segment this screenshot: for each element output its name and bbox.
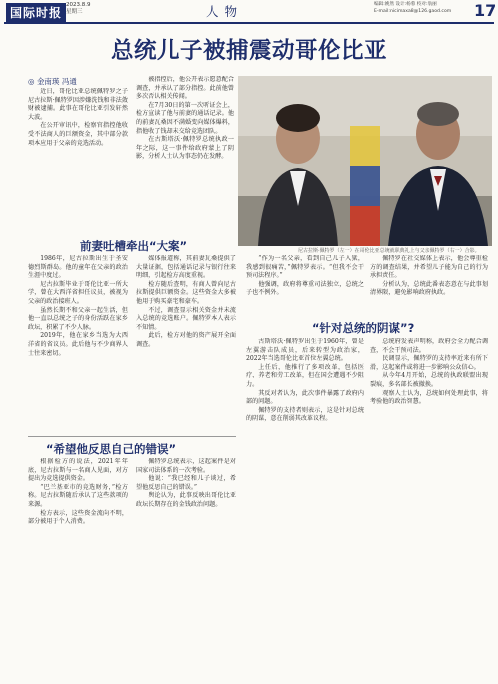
editor-credits: 编辑:姚然 设计:杨蓉 校对:翁丽 E-mail:nicimaxa8@126.gaod.com [374, 2, 452, 14]
paragraph: 根据检方的说法，2021年年底，尼古拉斯与一名商人见面，对方提出为竞选提供资金。 [28, 458, 128, 483]
paragraph: 检方表示，这些资金流向不明，部分被用于个人消费。 [28, 509, 128, 526]
paragraph: 检方随后查明，有商人曾向尼古拉斯提供巨额资金。这些资金大多被他用于购买豪宅和豪车。 [136, 280, 236, 305]
paragraph: 古斯塔沃·佩特罗出生于1960年，曾是左翼游击队成员，后来转型为政治家，2022年当选哥伦比亚首位左翼总统。 [246, 338, 364, 363]
paragraph: 此后，检方对他的资产展开全面调查。 [136, 332, 236, 348]
paragraph: 分析认为，总统此番表态意在与此事划清界限，避免影响政府执政。 [370, 280, 488, 297]
byline: ◎ 金南瑛 冯通 [28, 77, 77, 86]
paragraph: 1986年，尼古拉斯出生于圣安德烈斯群岛。他的童年在父亲的政治生涯中度过。 [28, 255, 128, 280]
section-divider [28, 436, 236, 437]
article-column-b [136, 76, 234, 226]
article-column-g [28, 458, 128, 680]
paragraph: 民调显示，佩特罗的支持率近来有所下滑，这起案件或将进一步影响公众信心。 [370, 355, 488, 371]
section-title: 人物 [206, 4, 244, 19]
article-column-i [246, 338, 364, 680]
photo-caption: 尼古拉斯·佩特罗（左一）在哥伦比亚总统就职典礼上与父亲佩特罗（右一）合影。 [298, 248, 480, 254]
headline: 总统儿子被捕震动哥伦比亚 [110, 38, 387, 64]
paragraph: 在7月30日的第一次听证会上，检方宣读了他与前妻的通话记录。他的前妻瓦桑因不满婚变向媒体爆料，指他收了钱却未交给竞选团队。 [136, 101, 234, 135]
paragraph: 不过，调查显示相关资金并未流入总统的竞选账户。佩特罗本人表示不知情。 [136, 306, 236, 331]
masthead [0, 0, 498, 22]
author-icon: ◎ [28, 77, 35, 86]
paragraph: 2019年，他在家乡当选为大西洋省的省议员。此后他与不少商界人士往来密切。 [28, 332, 128, 357]
paragraph: 他说：“我已经和儿子谈过，希望他反思自己的错误。” [136, 475, 236, 491]
paragraph: 近日，哥伦比亚总统佩特罗之子尼古拉斯·佩特罗因涉嫌洗钱和非法敛财被逮捕。此事在哥伦比亚引发轩然大波。 [28, 88, 128, 121]
paragraph: 媒体报道称，其前妻瓦桑提供了大量证据，包括通话记录与银行往来明细，引起检方高度重视。 [136, 255, 236, 280]
paragraph: 他强调，政府将尊重司法独立，总统之子也不例外。 [246, 280, 364, 297]
paragraph: 其反对者认为，此次事件暴露了政府内部的问题。 [246, 389, 364, 406]
article-column-a [28, 88, 128, 226]
paragraph: 总统府发表声明称，政府会全力配合调查，不会干预司法。 [370, 338, 488, 354]
header-divider [4, 22, 494, 24]
subheading-3: “针对总统的阴谋”? [312, 321, 415, 335]
paragraph: 观察人士认为，总统如何处理此事，将考验他的政治智慧。 [370, 389, 488, 406]
paragraph: 佩特罗总统表示，这起案件是对国家司法体系的一次考验。 [136, 458, 236, 474]
paragraph: 在公开审讯中，检察官指控他收受不法商人的巨额资金，其中部分款项本应用于父亲的竞选活动。 [28, 122, 128, 147]
article-column-h [136, 458, 236, 680]
paragraph: 佩特罗在社交媒体上表示，他会尊重检方的调查结果，并希望儿子能为自己的行为承担责任。 [370, 255, 488, 280]
article-column-f [370, 255, 488, 317]
paragraph: 佩特罗的支持者则表示，这是针对总统的阴谋，意在削弱其改革议程。 [246, 406, 364, 423]
article-column-c [28, 255, 128, 433]
paragraph: 从今年4月开始，总统的执政联盟出现裂痕，多名部长被撤换。 [370, 372, 488, 388]
paragraph: 舆论认为，此事反映出哥伦比亚政坛长期存在的金钱政治问题。 [136, 492, 236, 508]
issue-date: 2023.8.9 星期三 [66, 2, 91, 15]
paragraph: 上任后，他推行了多项改革，包括医疗、养老和劳工改革，但在国会遭遇不少阻力。 [246, 363, 364, 388]
newspaper-logo: 国际时报 [6, 3, 66, 22]
article-column-e [246, 255, 364, 317]
article-column-d [136, 255, 236, 433]
paragraph: 在古斯塔沃·佩特罗总统执政一年之际，这一事件给政府蒙上了阴影，分析人士认为事态仍在发酵。 [136, 136, 234, 161]
subheading-2: “希望他反思自己的错误” [46, 442, 177, 456]
article-column-j [370, 338, 488, 680]
paragraph: 被指控后，他公开表示愿意配合调查，并承认了部分指控。此前他曾多次否认相关传闻。 [136, 76, 234, 101]
paragraph: 尼古拉斯毕业于哥伦比亚一所大学，曾在大西洋省担任议员，被视为父亲的政治接班人。 [28, 280, 128, 305]
paragraph: “作为一名父亲，看到自己儿子入狱，我感到很痛苦，”佩特罗表示。“但我不会干预司法程序。” [246, 255, 364, 280]
paragraph: “巴兰基亚市的竞选财务，”检方称。尼古拉斯随后承认了这些款项的来源。 [28, 483, 128, 508]
news-photo [238, 76, 492, 246]
paragraph: 虽然长期不和父亲一起生活，但他一直以总统之子的身份活跃在家乡政坛，积累了不少人脉。 [28, 306, 128, 331]
subheading-1: 前妻吐槽牵出“大案” [80, 239, 188, 253]
page-number: 17 [474, 1, 497, 20]
